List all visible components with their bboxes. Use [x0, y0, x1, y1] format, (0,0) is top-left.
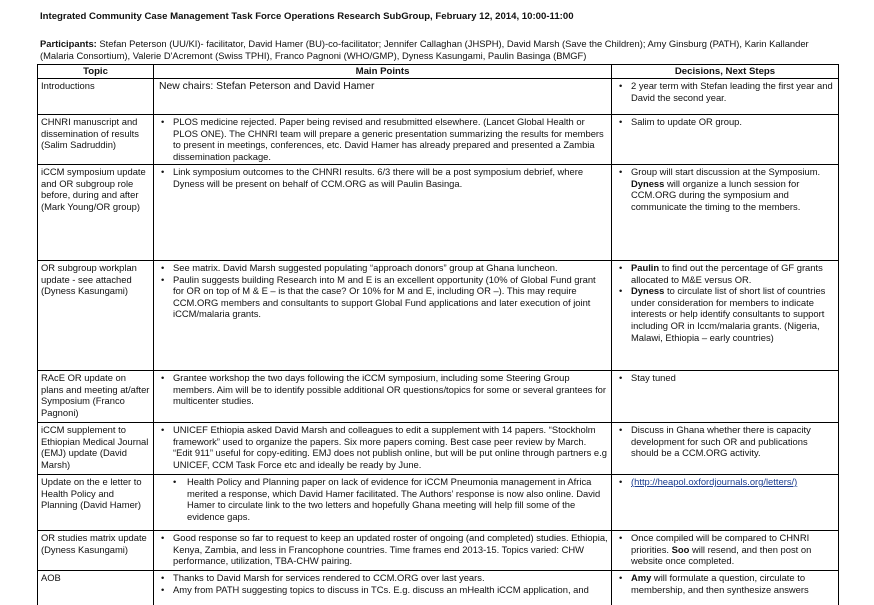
decisions-cell: [612, 371, 839, 423]
main-point-text: New chairs: Stefan Peterson and David Hamer: [159, 81, 375, 92]
decision-text: Once compiled will be compared to CHNRI priorities.: [631, 532, 810, 555]
decision-owner: Dyness: [631, 177, 665, 189]
decision-owner: Soo: [671, 543, 690, 555]
decision-text: will formulate a question, circulate to membership, and then synthesize answers: [631, 572, 809, 595]
list-item: • See matrix. David Marsh suggested populating “approach donors” group at Ghana luncheon.: [173, 262, 608, 274]
main-points-cell: [154, 371, 612, 423]
main-points-cell: [154, 261, 612, 371]
decision-owner: Amy: [631, 572, 652, 583]
decision-text: will resend, and then post on website once completed.: [631, 543, 812, 567]
list-item: [631, 166, 835, 212]
decision-text: Group will start discussion at the Symposium.: [631, 166, 821, 177]
list-item: • Salim to update OR group.: [631, 116, 835, 128]
minutes-table: [37, 64, 839, 605]
topic-cell: RAcE OR update on plans and meeting at/after Symposium (Franco Pagnoni): [38, 371, 154, 423]
decisions-cell: [612, 423, 839, 475]
table-row: [38, 571, 839, 605]
decisions-cell: [612, 571, 839, 605]
decisions-cell: [612, 531, 839, 571]
table-row: [38, 371, 839, 423]
topic-cell: OR subgroup workplan update - see attached (Dyness Kasungami): [38, 261, 154, 371]
header-topic: Topic: [38, 65, 154, 79]
list-item: [631, 532, 835, 567]
list-item: • 2 year term with Stefan leading the first year and David the second year.: [631, 80, 835, 103]
main-points-cell: [154, 571, 612, 605]
topic-cell: iCCM symposium update and OR subgroup role before, during and after (Mark Young/OR group): [38, 165, 154, 261]
header-decisions: Decisions, Next Steps: [612, 65, 839, 79]
list-item: • Paulin suggests building Research into M and E is an excellent opportunity (10% of Global Fund grant for OR on top of M & E – is that the case? Or 10% for M and E, including OR –). This may require CCM.ORG members and consultants to support Global Fund applications and later execution of joint iCCM/malaria grants.: [173, 274, 608, 320]
letters-link[interactable]: (http://heapol.oxfordjournals.org/letters/): [631, 476, 798, 487]
topic-cell: OR studies matrix update (Dyness Kasungami): [38, 531, 154, 571]
list-item: [631, 572, 835, 595]
table-row: [38, 475, 839, 531]
decisions-cell: [612, 475, 839, 531]
decisions-cell: [612, 261, 839, 371]
table-row: [38, 423, 839, 475]
decision-text: to find out the percentage of GF grants allocated to M&E versus OR.: [631, 262, 823, 285]
topic-cell: CHNRI manuscript and dissemination of results (Salim Sadruddin): [38, 115, 154, 165]
document-title: Integrated Community Case Management Task Force Operations Research SubGroup, February 12, 2014, 10:00-11:00: [40, 11, 574, 22]
header-main-points: Main Points: [154, 65, 612, 79]
decision-text: to circulate list of short list of countries under consideration for members to indicate interests or help identify consultants to support including OR in Iccm/malaria grants. (Nigeria, Malawi, Ethiopia – early countries): [631, 285, 826, 343]
list-item: • Link symposium outcomes to the CHNRI results. 6/3 there will be a post symposium debrief, where Dyness will be present on behalf of CCM.ORG as will Paulin Basinga.: [173, 166, 608, 189]
participants-list: Stefan Peterson (UU/KI)- facilitator, David Hamer (BU)-co-facilitator; Jennifer Callaghan (JHSPH), David Marsh (Save the Children); Amy Ginsburg (PATH), Karin Kallander (Malaria Consortium), Valerie D'Acremont (Swiss TPHI), Franco Pagnoni (WHO/GMP), Dyness Kasungami, Paulin Basinga (BMGF): [40, 38, 809, 61]
table-row: [38, 261, 839, 371]
list-item: • Amy from PATH suggesting topics to discuss in TCs. E.g. discuss an mHealth iCCM application, and: [173, 584, 608, 596]
list-item: • Good response so far to request to keep an updated roster of ongoing (and completed) studies. Ethiopia, Kenya, Zambia, and less in Francophone countries. Time frames end 2013-15. Topics varied: CHW performance, utilization, TBA-CHW pairing.: [173, 532, 608, 567]
table-header-row: [38, 65, 839, 79]
table-row: [38, 531, 839, 571]
main-points-cell: [154, 531, 612, 571]
topic-cell: Introductions: [38, 79, 154, 115]
list-item: • Discuss in Ghana whether there is capacity development for such OR and publications should be a CCM.ORG activity.: [631, 424, 835, 459]
participants-label: Participants:: [40, 38, 97, 49]
main-points-cell: [154, 475, 612, 531]
decision-text: will organize a lunch session for CCM.ORG during the symposium and communicate the timing to the members.: [631, 177, 801, 212]
list-item: • UNICEF Ethiopia asked David Marsh and colleagues to edit a supplement with 14 papers. “Stockholm framework” used to organize the papers. Six more papers coming. Best case peer review by March. “Edit 911” useful for copy-editing. EMJ does not publish online, but will be put online through partners e.g UNICEF, CCM Task Force etc and ideally be ready by June.: [173, 424, 608, 470]
topic-cell: iCCM supplement to Ethiopian Medical Journal (EMJ) update (David Marsh): [38, 423, 154, 475]
main-points-cell: [154, 165, 612, 261]
decisions-cell: [612, 79, 839, 115]
list-item: [631, 262, 835, 285]
decision-owner: Dyness: [631, 285, 665, 297]
main-points-cell: [154, 423, 612, 475]
topic-cell: Update on the e letter to Health Policy and Planning (David Hamer): [38, 475, 154, 531]
list-item: • Health Policy and Planning paper on lack of evidence for iCCM Pneumonia management in Africa merited a response, which David Hamer facilitated. The Authors’ response is now also online. David Hamer to circulate link to the two letters and hopefully Ghana meeting will help fill some of the evidence gaps.: [187, 476, 608, 522]
list-item: • Grantee workshop the two days following the iCCM symposium, including some Steering Group members. Aim will be to identify possible additional OR questions/topics for some or several grantees for multicenter studies.: [173, 372, 608, 407]
list-item: [631, 285, 835, 343]
participants-line: [40, 38, 840, 62]
decisions-cell: [612, 165, 839, 261]
list-item: • PLOS medicine rejected. Paper being revised and resubmitted elsewhere. (Lancet Global Health or PLOS ONE). The CHNRI team will prepare a generic presentation summarizing the results for members to present in meetings, conferences, etc. David Hamer has already prepared and presented a Zambia dissemination package.: [173, 116, 608, 162]
list-item: • Thanks to David Marsh for services rendered to CCM.ORG over last years.: [173, 572, 608, 584]
topic-cell: AOB: [38, 571, 154, 605]
list-item: • Stay tuned: [631, 372, 835, 384]
decision-owner: Paulin: [631, 262, 660, 273]
decisions-cell: [612, 115, 839, 165]
list-item: [631, 476, 835, 488]
table-row: [38, 79, 839, 115]
table-row: [38, 115, 839, 165]
main-points-cell: [154, 79, 612, 115]
table-row: [38, 165, 839, 261]
main-points-cell: [154, 115, 612, 165]
